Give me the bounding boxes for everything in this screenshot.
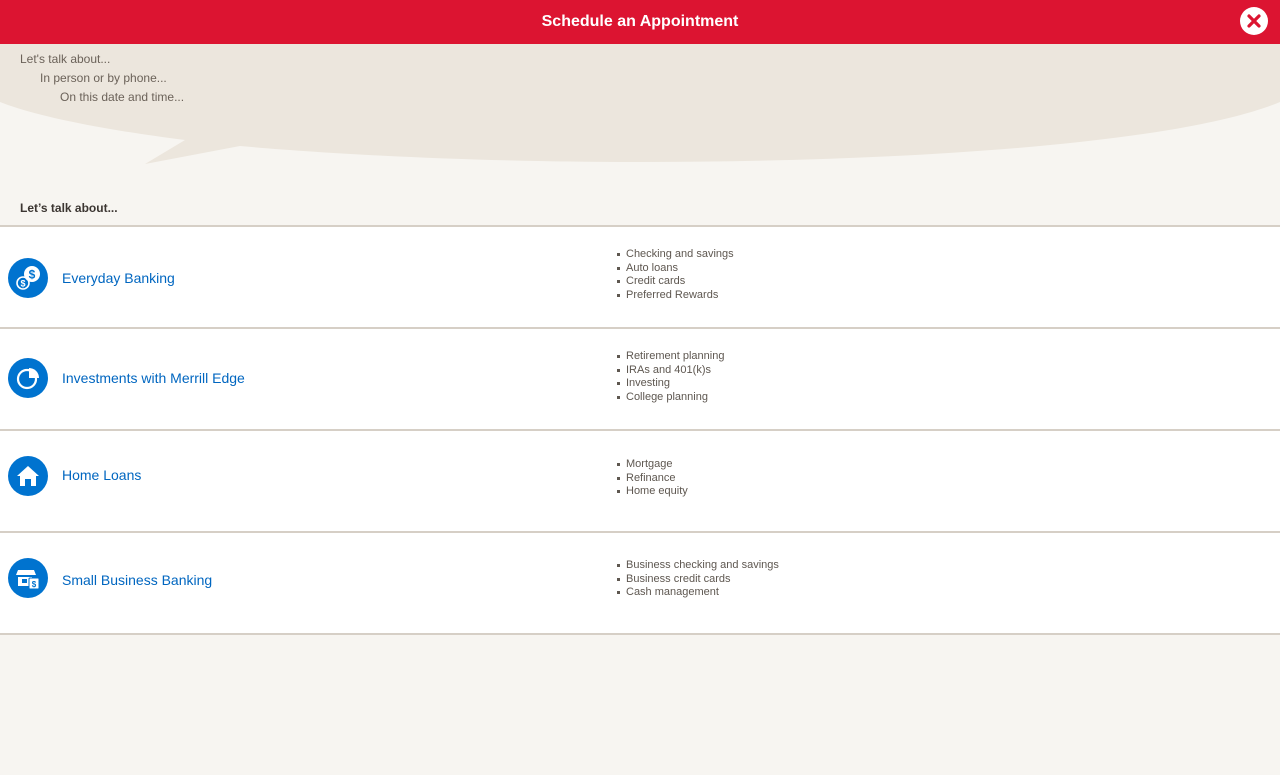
progress-speech-bubble (0, 44, 1280, 184)
svg-text:$: $ (28, 267, 36, 282)
bullet-item: Preferred Rewards (617, 289, 734, 303)
storefront-icon (8, 558, 48, 598)
bullet-item: Credit cards (617, 275, 734, 289)
topic-label[interactable]: Home Loans (62, 467, 142, 483)
house-icon (8, 456, 48, 496)
header-bar (0, 0, 1280, 44)
bullet-item: IRAs and 401(k)s (617, 364, 724, 378)
topic-everyday-banking[interactable] (0, 225, 1280, 327)
step-method[interactable]: In person or by phone... (40, 71, 167, 85)
bullet-item: Cash management (617, 586, 779, 600)
page-title: Schedule an Appointment (541, 13, 739, 30)
close-button[interactable] (1240, 7, 1268, 35)
bullet-item: College planning (617, 391, 724, 405)
topic-label[interactable]: Small Business Banking (62, 572, 213, 588)
bullet-item: Investing (617, 377, 724, 391)
topic-label[interactable]: Investments with Merrill Edge (62, 370, 245, 386)
topic-label[interactable]: Everyday Banking (62, 270, 175, 286)
svg-text:$: $ (20, 278, 26, 289)
topic-bullets (617, 350, 724, 405)
topic-bullets (617, 559, 779, 600)
close-icon (1247, 14, 1261, 28)
pie-chart-icon (8, 358, 48, 398)
topic-home-loans[interactable] (0, 429, 1280, 531)
topic-list (0, 225, 1280, 635)
section-label: Let’s talk about... (20, 201, 118, 215)
bullet-item: Business checking and savings (617, 559, 779, 573)
svg-text:$: $ (31, 580, 37, 589)
step-datetime[interactable]: On this date and time... (60, 90, 185, 104)
step-topic[interactable]: Let's talk about... (20, 52, 111, 66)
dollar-coins-icon (8, 258, 48, 298)
bullet-item: Retirement planning (617, 350, 724, 364)
bullet-item: Home equity (617, 485, 688, 499)
bullet-item: Checking and savings (617, 248, 734, 262)
topic-bullets (617, 458, 688, 499)
bullet-item: Business credit cards (617, 573, 779, 587)
topic-bullets (617, 248, 734, 303)
topic-investments[interactable] (0, 327, 1280, 429)
bullet-item: Refinance (617, 472, 688, 486)
topic-small-business[interactable] (0, 531, 1280, 635)
bullet-item: Auto loans (617, 262, 734, 276)
bullet-item: Mortgage (617, 458, 688, 472)
